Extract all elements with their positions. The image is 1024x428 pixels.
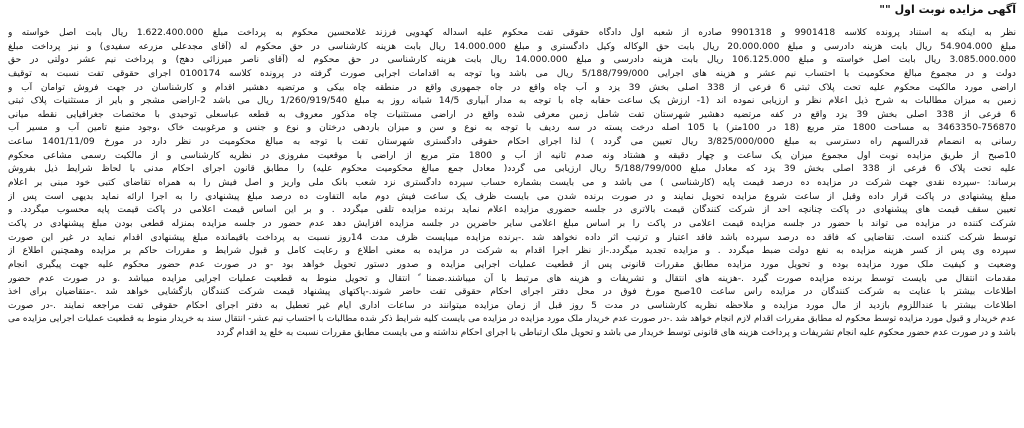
notice-line: توسط شرکت کننده است. تقاضایی که فاقد ده درصد سپرده باشد فاقد اعتبار و ترتیب اثر داده نخواهد شد .-برنده مزایده میبایست ظرف مدت 14روز نسبت به پرداخت باقیمانده مبلغ پیشنهادی اقدام نماید در غیر این صورت (8, 232, 1016, 243)
notice-line: 3463350-756870 به مساحت 1800 متر مربع (18 در 100متر) با 105 اصله درخت پسته در سه ردیف با توجه به نوع و سن و میزان باردهی درختان و نوع و جنس و مرغوبیت خاک ،وجود منبع تامین آب و مسیر آب (8, 123, 1016, 134)
notice-line: وضعیت و کیفیت ملک مورد مزایده بوده و تحویل مورد مزایده مطابق مقررات قانونی پس از قطعیت عملیات اجرایی مزایده و صدور دستور تحویل خواهد بود -و در صورت عدم حضور محکوم علیه جهت پیگیری انجام (8, 259, 1016, 270)
notice-line: اطلاعات بیشتر با عنایت به شرکت کنندگان در مزایده راس ساعت 10صبح مورخ فوق در محل دفتر اجرای احکام حقوقی تفت حاضر شوند.-پاکتهای پیشنهاد قیمت شرکت کنندگان بازگشایی خواهد شد .-متقاضیان برای اخذ (8, 287, 1016, 298)
notice-line: علیه تحت پلاک 6 فرعی از 338 اصلی بخش 39 یزد که معادل مبلغ 5/188/799/000 ریال ارزیابی می گردد( معادل جمع مبالغ محکومیت محکوم علیه) را مطابق قانون اجرای احکام مدنی با لحاظ شرایط ذیل بفروش (8, 164, 1016, 175)
notice-line: باشد و در صورت عدم حضور محکوم علیه انجام تشریفات و پرداخت هزینه های قانونی توسط خریدار می باشد و تحویل ملک ارتباطی با اجرای احکام نداشته و می بایست مطابق مقررات نسبت به خلع ید اقدام گردد (216, 328, 1016, 339)
notice-line: زمین به میزان مطالبات به شرح ذیل اعلام نظر و ارزیابی نموده اند (1- ارزش یک ساعت حقابه چاه با توجه به مدار آبیاری 14/5 شبانه روز به مبلغ 1/260/919/540 ریال می باشد 2-اراضی مشجر و بایر از مستثنیات پلاک ثبتی (8, 96, 1016, 107)
notice-line: 3.085.000.000 ریال بابت اصل خواسته و مبلغ 106.125.000 ریال بابت هزینه دادرسی و مبلغ 14.000.000 ریال بابت هزینه کارشناسی در حق محکوم له (آقای ناصر میرزائی دهج) و پرداخت نیم عشر دولتی در حق (8, 55, 1016, 66)
notice-line: مبلغ 54.904.000 ریال بابت هزینه دادرسی و مبلغ 20.000.000 ریال بابت حق الوکاله وکیل دادگستری و مبلغ 14.000.000 ریال بابت هزینه کارشناسی در حق محکوم له (آقای مجدعلی مزرعه سفیدی) و نیز پرداخت مبلغ (8, 41, 1016, 52)
notice-line: رسانی به انضمام قدرالسهم راه دسترسی به مبلغ 3/825/000/000 ریال تعیین می گردد ) لذا اجرای احکام حقوقی دادگستری شهرستان تفت با توجه به مبالغ محکومیت در نظر دارد در مورخ 1401/11/09 ساعت (8, 137, 1016, 148)
notice-body (8, 27, 1016, 341)
notice-line: اطلاعات بیشتر با عنداللزوم بازدید از مال مورد مزایده و ملاحظه نظریه کارشناسی در مدت 5 روز قبل از زمان مزایده میتوانند در ساعات اداری ایام غیر تعطیل به دفتر اجرای احکام حقوقی تفت مراجعه نمایند .-در صورت (8, 300, 1016, 311)
notice-line: برساند: -سپرده نقدی جهت شرکت در مزایده ده درصد قیمت پایه (کارشناسی ) می باشد و می بایست بشماره حساب سپرده دادگستری نزد شعب بانک ملی واریز و اصل فیش را به همراه تقاضای کتبی خود مبنی بر اعلام (8, 178, 1016, 189)
notice-line: تعیین سقف قیمت های پیشنهادی در پاکت چنانچه احد از شرکت کنندگان قیمت بالاتری در جلسه حضوری مزایده اعلام نماید برنده مزایده تلقی میگردد . و بر این اساس قیمت اعلامی در پاکت قیمت پایه محسوب میگردد. و (8, 205, 1016, 216)
notice-line: اراضی مورد مالکیت محکوم علیه تحت پلاک ثبتی 6 فرعی از 338 اصلی بخش 39 یزد و آب چاه واقع در جاه جمهوری واقع در منطقه چاه بیکی و مرتضیه دهشیر اقدام و کارشناسان در جهت فروش توامان آب و (8, 82, 1016, 93)
notice-line: 10صبح از طریق مزایده نوبت اول مجموع میزان یک ساعت و چهار دقیقه و هشتاد ونه صدم ثانیه از آب و 1800 متر مربع از اراضی با موقعیت مفروزی در نظریه کارشناسی و از مالکیت رسمی مشاعی محکوم (8, 150, 1016, 161)
notice-line: شرکت کننده در مزایده می تواند با حضور در جلسه مزایده قیمت اعلامی در پاکت را بر اساس مبلغ اعلامی سایر حاضرین در جلسه مزایده افزایش دهد عدم حضور در جلسه مزایده بمنزله قطعی بودن مبلغ پیشنهادی در پاکت (8, 218, 1016, 229)
notice-line: نظر به اینکه به استناد پرونده کلاسه 9901418 و 9901318 صادره از شعبه اول دادگاه حقوقی تفت محکوم علیه اسداله کهدویی فرزند غلامحسین محکوم به پرداخت مبلغ 1.622.400.000 ریال بابت اصل خواسته و (8, 28, 1016, 38)
notice-line: 6 فرعی از 338 اصلی بخش 39 یزد واقع در کفه مرتضیه دهشیر شهرستان تفت شامل زمین معرفی شده واقع در اراضی مستثنیات چاه مذکور معروف به قطعه عباسعلی توحیدی با مختصات جغرافیایی نقطه میانی (8, 109, 1016, 120)
notice-line: مبلغ پیشنهادی در پاکت قرار داده وقبل از ساعت شروع مزایده تحویل نمایند و در صورت برنده شدن می بایست ظرف یک ساعت فیش دوم مابه التفاوت ده درصد مبلغ پیشنهادی را به اجرا ارائه نماید بدیهی است پس از (8, 191, 1016, 202)
notice-line: دولت و در مجموع مبالغ محکومیت با احتساب نیم عشر و هزینه های اجرایی 5/188/799/000 ریال می باشد وبا توجه به اقدامات اجرایی صورت گرفته در پرونده کلاسه 0100174 اجرای حقوقی تفت نسبت به توقیف (8, 68, 1016, 79)
notice-line: مقدمات انتقال می بایست توسط برنده مزایده صورت گیرد .-هزینه های انتقال و تشریفات و هزینه های مرتبط با آن میباشند.ضمنا ً انتقال و تحویل منوط به قطعیت عملیات اجرایی مزایده میباشد .و در صورت عدم حضور (8, 273, 1016, 284)
notice-line: سپرده وی پس از کسر هزینه مزایده به نفع دولت ضبط میگردد . و مزایده تجدید میگردد.-از نظر اجرا اقدام به شرکت در مزایده به معنی اطلاع و رعایت کامل و قبول شرایط و مقررات حاکم بر مزایده وهمچنین اطلاع از (8, 246, 1016, 257)
notice-line: عدم خریدار و قبول مورد مزایده توسط محکوم له مطابق مقررات اقدام لازم انجام خواهد شد .-در صورت عدم خریدار ملک مورد مزایده در مزایده می بایست کلیه شرایط ذکر شده مطالبات با احتساب نیم عشر- انتقال سند به خریدار منوط به قطعیت عملیات اجرایی مزایده می (8, 314, 1016, 325)
notice-title: آگهی مزایده نوبت اول "" (879, 3, 1016, 16)
